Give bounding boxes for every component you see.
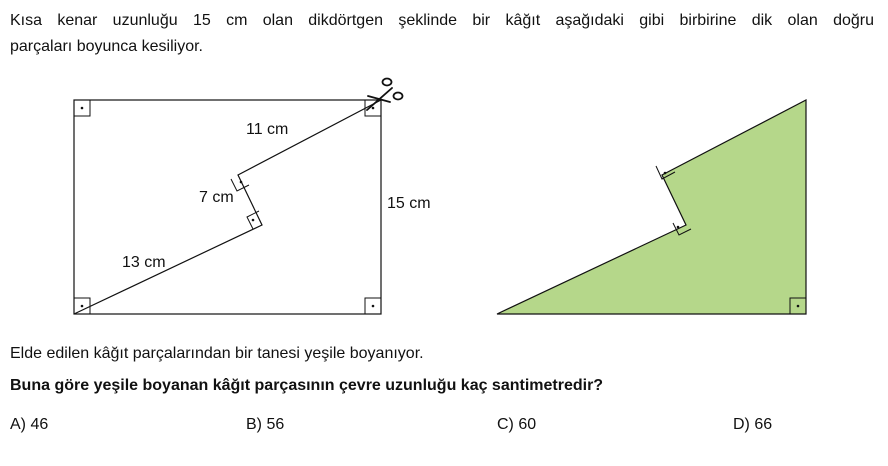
right-angle-marker-icon: [365, 100, 381, 116]
intro-line-1: Kısa kenar uzunluğu 15 cm olan dikdörtgen şeklinde bir kâğıt aşağıdaki gibi birbirine dik olan doğru: [10, 12, 874, 29]
right-angle-markers: [74, 100, 381, 314]
label-bottom-segment: 13 cm: [122, 254, 166, 271]
paper-rectangle: [74, 100, 381, 314]
right-angle-marker-icon: [365, 298, 381, 314]
green-piece: [497, 100, 806, 314]
right-angle-marker-icon: [74, 298, 90, 314]
right-angle-marker-icon: [74, 100, 90, 116]
label-middle-segment: 7 cm: [199, 189, 234, 206]
rectangle-figure: [74, 100, 381, 314]
cut-line: [74, 100, 381, 314]
label-short-side: 15 cm: [387, 195, 431, 212]
scissors-icon: [367, 79, 403, 111]
problem-question: Buna göre yeşile boyanan kâğıt parçasının çevre uzunluğu kaç santimetredir?: [10, 377, 604, 394]
option-d[interactable]: D) 66: [733, 416, 773, 433]
option-c[interactable]: C) 60: [497, 416, 537, 433]
right-angle-marker-icon: [231, 179, 249, 191]
option-a[interactable]: A) 46: [10, 416, 49, 433]
option-b[interactable]: B) 56: [246, 416, 285, 433]
problem-statement: Elde edilen kâğıt parçalarından bir tanesi yeşile boyanıyor.: [10, 345, 424, 362]
intro-line-2: parçaları boyunca kesiliyor.: [10, 38, 203, 55]
label-top-segment: 11 cm: [246, 121, 289, 138]
